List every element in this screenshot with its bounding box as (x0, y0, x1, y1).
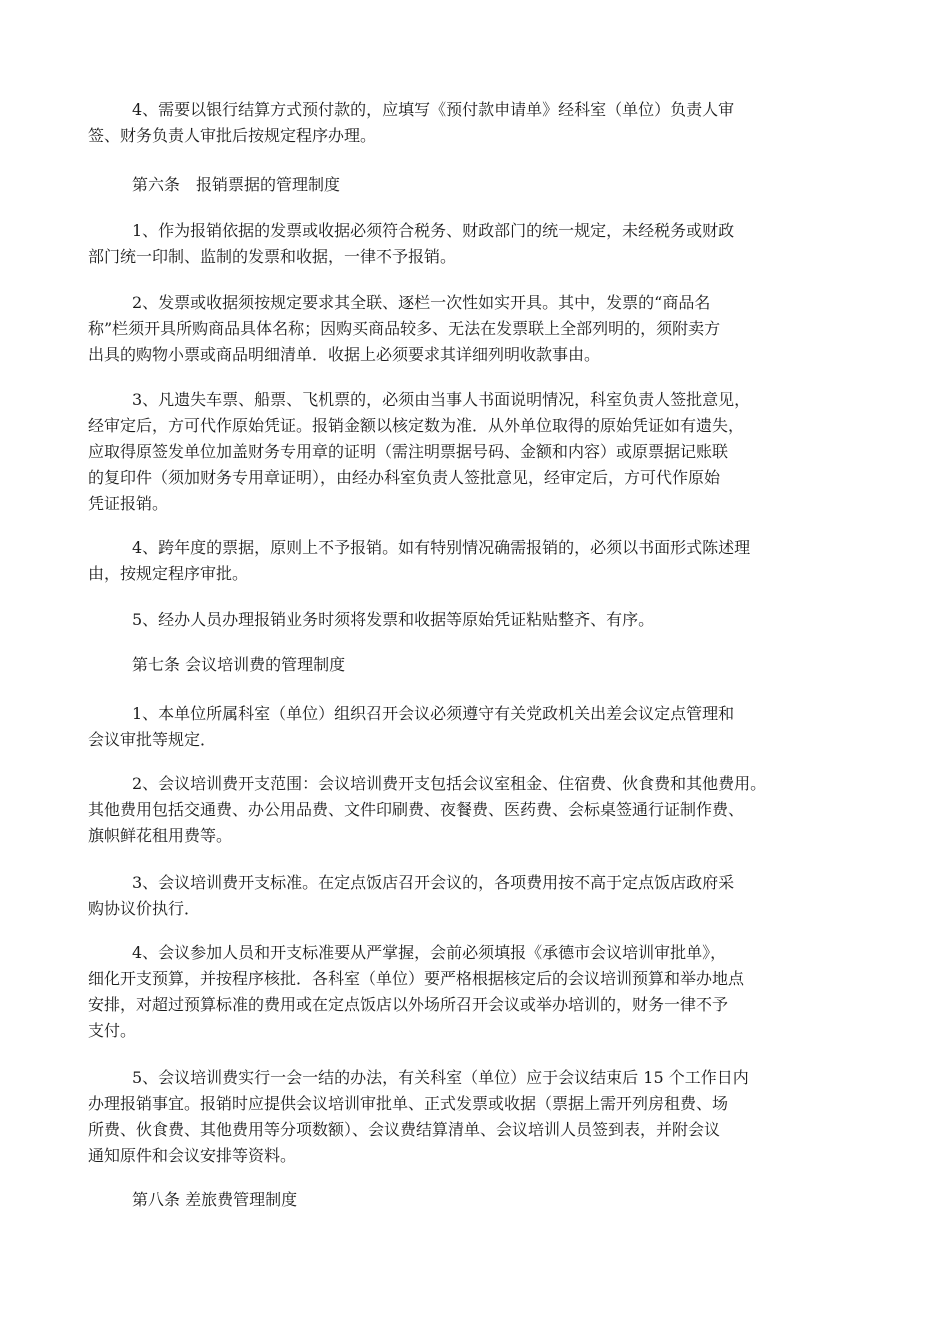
text-line: 通知原件和会议安排等资料。 (88, 1146, 297, 1165)
text-line: 3、凡遗失车票、船票、飞机票的，必须由当事人书面说明情况，科室负责人签批意见， (132, 390, 751, 409)
text-line: 旗帜鲜花租用费等。 (88, 826, 233, 845)
article-6-heading (88, 172, 868, 198)
text-line: 其他费用包括交通费、办公用品费、文件印刷费、夜餐费、医药费、会标桌签通行证制作费、 (88, 800, 745, 819)
article-7-item-2 (88, 771, 868, 849)
text-line: 签、财务负责人审批后按规定程序办理。 (88, 126, 377, 145)
text-line: 5、会议培训费实行一会一结的办法，有关科室（单位）应于会议结束后 15 个工作日内 (132, 1068, 749, 1087)
text-line: 5、经办人员办理报销业务时须将发票和收据等原始凭证粘贴整齐、有序。 (132, 610, 655, 629)
article-7-item-5 (88, 1065, 868, 1169)
text-line: 购协议价执行． (88, 899, 201, 918)
text-line: 凭证报销。 (88, 494, 169, 513)
text-line: 会议审批等规定． (88, 730, 217, 749)
paragraph-prepayment (88, 97, 868, 149)
text-line: 应取得原签发单位加盖财务专用章的证明（需注明票据号码、金额和内容）或原票据记账联 (88, 442, 729, 461)
text-line: 称”栏须开具所购商品具体名称；因购买商品较多、无法在发票联上全部列明的，须附卖方 (88, 319, 721, 338)
article-6-item-5 (88, 607, 868, 633)
text-line: 3、会议培训费开支标准。在定点饭店召开会议的，各项费用按不高于定点饭店政府采 (132, 873, 735, 892)
text-line: 1、本单位所属科室（单位）组织召开会议必须遵守有关党政机关出差会议定点管理和 (132, 704, 735, 723)
text-line: 细化开支预算，并按程序核批．各科室（单位）要严格根据核定后的会议培训预算和举办地点 (88, 969, 745, 988)
heading-line: 第八条 差旅费管理制度 (132, 1190, 298, 1209)
article-6-item-3 (88, 387, 868, 517)
article-7-item-4 (88, 940, 868, 1044)
article-6-item-4 (88, 535, 868, 587)
text-line: 安排，对超过预算标准的费用或在定点饭店以外场所召开会议或举办培训的，财务一律不予 (88, 995, 729, 1014)
text-line: 4、跨年度的票据，原则上不予报销。如有特别情况确需报销的，必须以书面形式陈述理 (132, 538, 751, 557)
text-line: 出具的购物小票或商品明细清单．收据上必须要求其详细列明收款事由。 (88, 345, 601, 364)
heading-line: 第六条 报销票据的管理制度 (132, 175, 341, 194)
text-line: 办理报销事宜。报销时应提供会议培训审批单、正式发票或收据（票据上需开列房租费、场 (88, 1094, 729, 1113)
article-7-heading (88, 652, 868, 678)
text-line: 2、会议培训费开支范围：会议培训费开支包括会议室租金、住宿费、伙食费和其他费用。 (132, 774, 767, 793)
text-line: 部门统一印制、监制的发票和收据，一律不予报销。 (88, 247, 457, 266)
heading-line: 第七条 会议培训费的管理制度 (132, 655, 346, 674)
article-8-heading (88, 1187, 868, 1213)
text-line: 支付。 (88, 1021, 137, 1040)
text-line: 1、作为报销依据的发票或收据必须符合税务、财政部门的统一规定，未经税务或财政 (132, 221, 735, 240)
text-line: 所费、伙食费、其他费用等分项数额）、会议费结算清单、会议培训人员签到表，并附会议 (88, 1120, 721, 1139)
article-6-item-1 (88, 218, 868, 270)
text-line: 的复印件（须加财务专用章证明），由经办科室负责人签批意见，经审定后，方可代作原始 (88, 468, 721, 487)
text-line: 2、发票或收据须按规定要求其全联、逐栏一次性如实开具。其中，发票的“商品名 (132, 293, 711, 312)
text-line: 经审定后，方可代作原始凭证。报销金额以核定数为准．从外单位取得的原始凭证如有遗失， (88, 416, 745, 435)
article-7-item-1 (88, 701, 868, 753)
article-6-item-2 (88, 290, 868, 368)
text-line: 4、需要以银行结算方式预付款的，应填写《预付款申请单》经科室（单位）负责人审 (132, 100, 735, 119)
text-line: 由，按规定程序审批。 (88, 564, 249, 583)
text-line: 4、会议参加人员和开支标准要从严掌握，会前必须填报《承德市会议培训审批单》， (132, 943, 727, 962)
article-7-item-3 (88, 870, 868, 922)
